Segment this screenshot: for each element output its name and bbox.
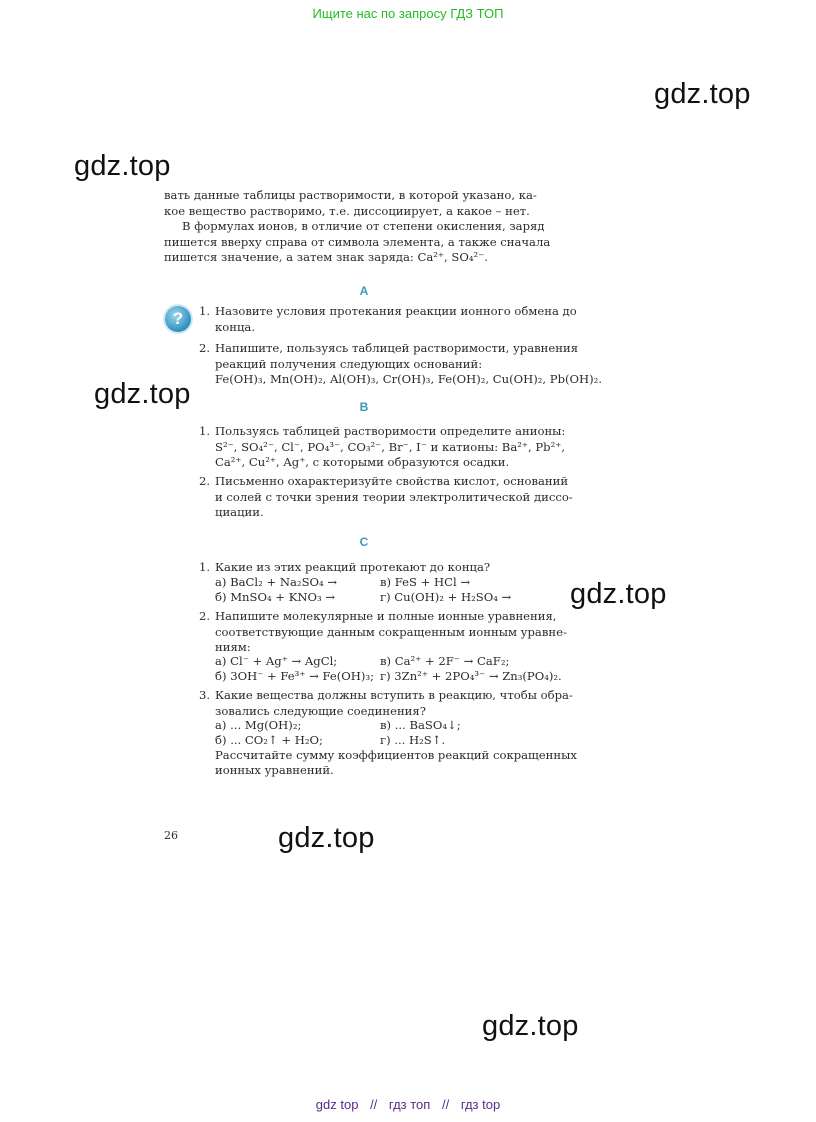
question-icon: ? [165,306,191,332]
footer-link[interactable]: gdz top [315,1097,359,1112]
page-number: 26 [164,829,178,842]
question-c2 [215,609,575,689]
text-line: кое вещество растворимо, т.е. диссоциирует, а какое – нет. [164,203,530,218]
section-heading-a: A [359,284,369,298]
question-a1 [215,304,577,335]
watermark: gdz.top [570,578,667,610]
text-line: Напишите, пользуясь таблицей растворимости, уравнения [215,341,579,355]
text-line: В формулах ионов, в отличие от степени окисления, заряд [182,219,545,233]
text-line: Рассчитайте сумму коэффициентов реакций сокращенных [215,748,577,762]
text-line: Пользуясь таблицей растворимости определите анионы: [215,424,566,438]
watermark: gdz.top [654,78,751,110]
text-line: вать данные таблицы растворимости, в которой указано, ка- [164,188,537,202]
text-line: конца. [215,319,256,334]
intro-paragraph [164,188,550,266]
option-b: б) 3OH⁻ + Fe³⁺ → Fe(OH)₃; [215,669,374,683]
option-g: г) ... H₂S↑. [380,733,446,747]
text-line: ионных уравнений. [215,763,334,777]
option-g: г) Cu(OH)₂ + H₂SO₄ → [380,590,512,604]
question-c1 [215,560,575,608]
watermark: gdz.top [482,1010,579,1042]
footer-separator: // [441,1097,450,1112]
item-number: 1. [199,560,211,574]
option-b: б) MnSO₄ + KNO₃ → [215,590,336,604]
option-v: в) FeS + HCl → [380,575,471,589]
text-line: Какие вещества должны вступить в реакцию, чтобы обра- [215,688,573,702]
text-line: реакций получения следующих оснований: [215,356,483,371]
section-heading-b: B [359,400,369,414]
text-line: пишется значение, а затем знак заряда: Ca²⁺, SO₄²⁻. [164,250,488,264]
text-line: соответствующие данным сокращенным ионным уравне- [215,624,567,639]
item-number: 2. [199,341,211,355]
question-a2 [215,341,602,388]
text-line: Назовите условия протекания реакции ионного обмена до [215,304,577,318]
footer-link[interactable]: гдз top [460,1097,501,1112]
text-line: Fe(OH)₃, Mn(OH)₂, Al(OH)₃, Cr(OH)₃, Fe(OH)₂, Cu(OH)₂, Pb(OH)₂. [215,372,603,386]
item-number: 2. [199,474,211,488]
item-number: 2. [199,609,211,623]
question-b1 [215,424,565,471]
option-b: б) ... CO₂↑ + H₂O; [215,733,323,747]
question-b2 [215,474,573,521]
item-number: 1. [199,304,211,318]
text-line: и солей с точки зрения теории электролитической диссо- [215,489,573,504]
text-line: пишется вверху справа от символа элемента, а также сначала [164,234,551,249]
search-banner[interactable]: Ищите нас по запросу ГДЗ ТОП [312,6,504,21]
watermark: gdz.top [278,822,375,854]
text-line: ниям: [215,640,251,654]
item-number: 1. [199,424,211,438]
question-c3 [215,688,575,783]
item-number: 3. [199,688,211,702]
watermark: gdz.top [74,150,171,182]
text-line: циации. [215,505,264,519]
footer-link[interactable]: гдз топ [388,1097,431,1112]
option-v: в) ... BaSO₄↓; [380,718,461,732]
footer-separator: // [370,1097,378,1112]
option-g: г) 3Zn²⁺ + 2PO₄³⁻ → Zn₃(PO₄)₂. [380,669,562,683]
text-line: Ca²⁺, Cu²⁺, Ag⁺, с которыми образуются осадки. [215,455,510,469]
text-line: зовались следующие соединения? [215,703,426,718]
option-v: в) Ca²⁺ + 2F⁻ → CaF₂; [380,654,510,668]
option-a: а) BaCl₂ + Na₂SO₄ → [215,575,338,589]
text-line: Письменно охарактеризуйте свойства кислот, оснований [215,474,569,488]
text-line: Напишите молекулярные и полные ионные уравнения, [215,609,557,623]
footer-links [0,1097,816,1112]
text-line: S²⁻, SO₄²⁻, Cl⁻, PO₄³⁻, CO₃²⁻, Br⁻, I⁻ и катионы: Ba²⁺, Pb²⁺, [215,439,566,454]
text-line: Какие из этих реакций протекают до конца? [215,560,491,574]
watermark: gdz.top [94,378,191,410]
option-a: а) ... Mg(OH)₂; [215,718,302,732]
option-a: а) Cl⁻ + Ag⁺ → AgCl; [215,654,338,668]
section-heading-c: C [359,535,369,549]
